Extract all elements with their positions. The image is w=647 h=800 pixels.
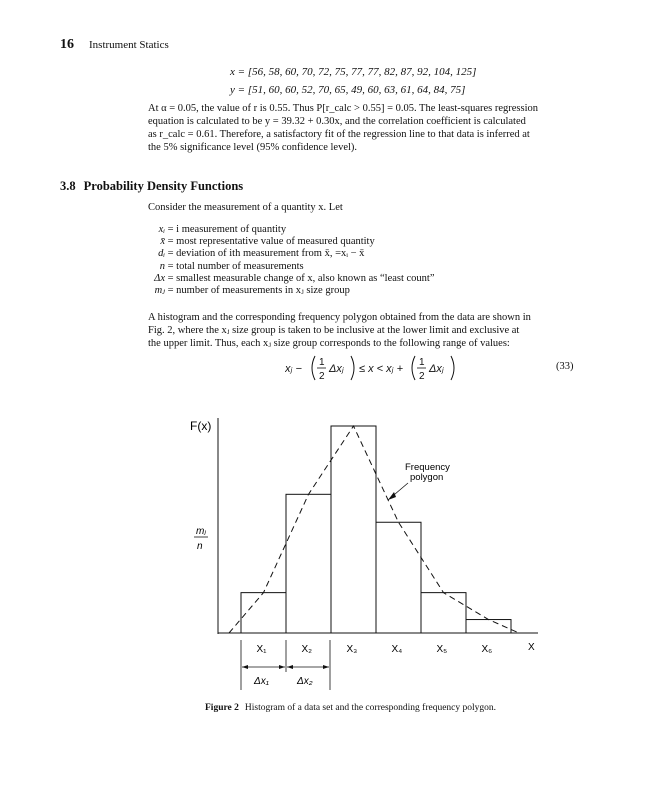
running-title: Instrument Statics [89,39,169,51]
paragraph-line: A histogram and the corresponding frequency polygon obtained from the data are shown in [148,312,531,323]
histogram-bar [421,593,466,633]
histogram-bar [286,494,331,633]
y-data-list: y = [51, 60, 60, 52, 70, 65, 49, 60, 63, 61, 64, 84, 75] [230,84,466,96]
definition-item: Δx = smallest measurable change of x, also known as “least count” [154,272,435,284]
eq-frac-num-2: 1 [419,357,425,368]
polygon-label-line1: Frequency [405,462,450,473]
eq-dx: Δxⱼ [329,363,344,375]
x-axis-label: X [528,642,535,653]
figure-caption [205,703,496,713]
paragraph-line: Fig. 2, where the xⱼ size group is taken to be inclusive at the lower limit and exclusive at [148,325,520,336]
caption-label: Figure 2 [205,703,239,713]
x-tick-label: X₆ [481,644,493,655]
section-title: Probability Density Functions [83,179,244,193]
polygon-label-line2: polygon [410,472,444,483]
definition-item: dᵢ = deviation of ith measurement from x̄, =xᵢ − x̄ [158,248,365,260]
x-tick-label: X₃ [346,644,358,655]
eq-frac-num: 1 [319,357,325,368]
x-tick-label: X₁ [256,644,267,655]
x-data-list: x = [56, 58, 60, 70, 72, 75, 77, 77, 82, 87, 92, 104, 125] [230,66,477,78]
caption-text: Histogram of a data set and the corresponding frequency polygon. [244,703,497,713]
x-tick-label: X₂ [301,644,313,655]
page-number: 16 [60,37,74,52]
polygon-leader-arrowhead [388,492,396,500]
histogram-bar [331,426,376,633]
histogram-bar [241,593,286,633]
x-tick-label: X₅ [436,644,448,655]
definition-item: xᵢ = i measurement of quantity [158,224,287,235]
delta-x2-label: Δx₂ [297,676,313,687]
eq-frac-den: 2 [319,371,325,382]
eq-frac-den-2: 2 [419,371,425,382]
intro-text: Consider the measurement of a quantity x. Let [148,202,343,213]
equation-number: (33) [556,361,574,372]
definition-item: mⱼ = number of measurements in xⱼ size group [154,285,350,297]
paragraph-line: the 5% significance level (95% confidence level). [148,142,358,153]
paragraph-line: At α = 0.05, the value of r is 0.55. Thus P[r_calc > 0.55] = 0.05. The least-squares regression [148,103,539,114]
histogram-bar [376,522,421,633]
eq-mid: ≤ x < xⱼ + [359,363,404,375]
definition-item: n = total number of measurements [159,260,304,272]
section-number: 3.8 [60,179,76,193]
paragraph-line: equation is calculated to be y = 39.32 + 0.30x, and the correlation coefficient is calculated [148,116,526,127]
paragraph-line: the upper limit. Thus, each xⱼ size group corresponds to the following range of values: [148,338,510,349]
y-axis-label-n: n [197,541,203,552]
y-axis-label-m: mⱼ [196,526,207,537]
delta-x1-label: Δx₁ [254,676,269,687]
eq-dx-2: Δxⱼ [429,363,444,375]
definition-item: x̄ = most representative value of measured quantity [160,236,375,248]
eq-lhs: xⱼ − [285,363,302,375]
x-tick-label: X₄ [391,644,403,655]
y-axis-label-fx: F(x) [190,419,212,433]
frequency-polygon [229,426,519,633]
paragraph-line: as r_calc = 0.61. Therefore, a satisfactory fit of the regression line to that data is inferred at [148,129,530,140]
